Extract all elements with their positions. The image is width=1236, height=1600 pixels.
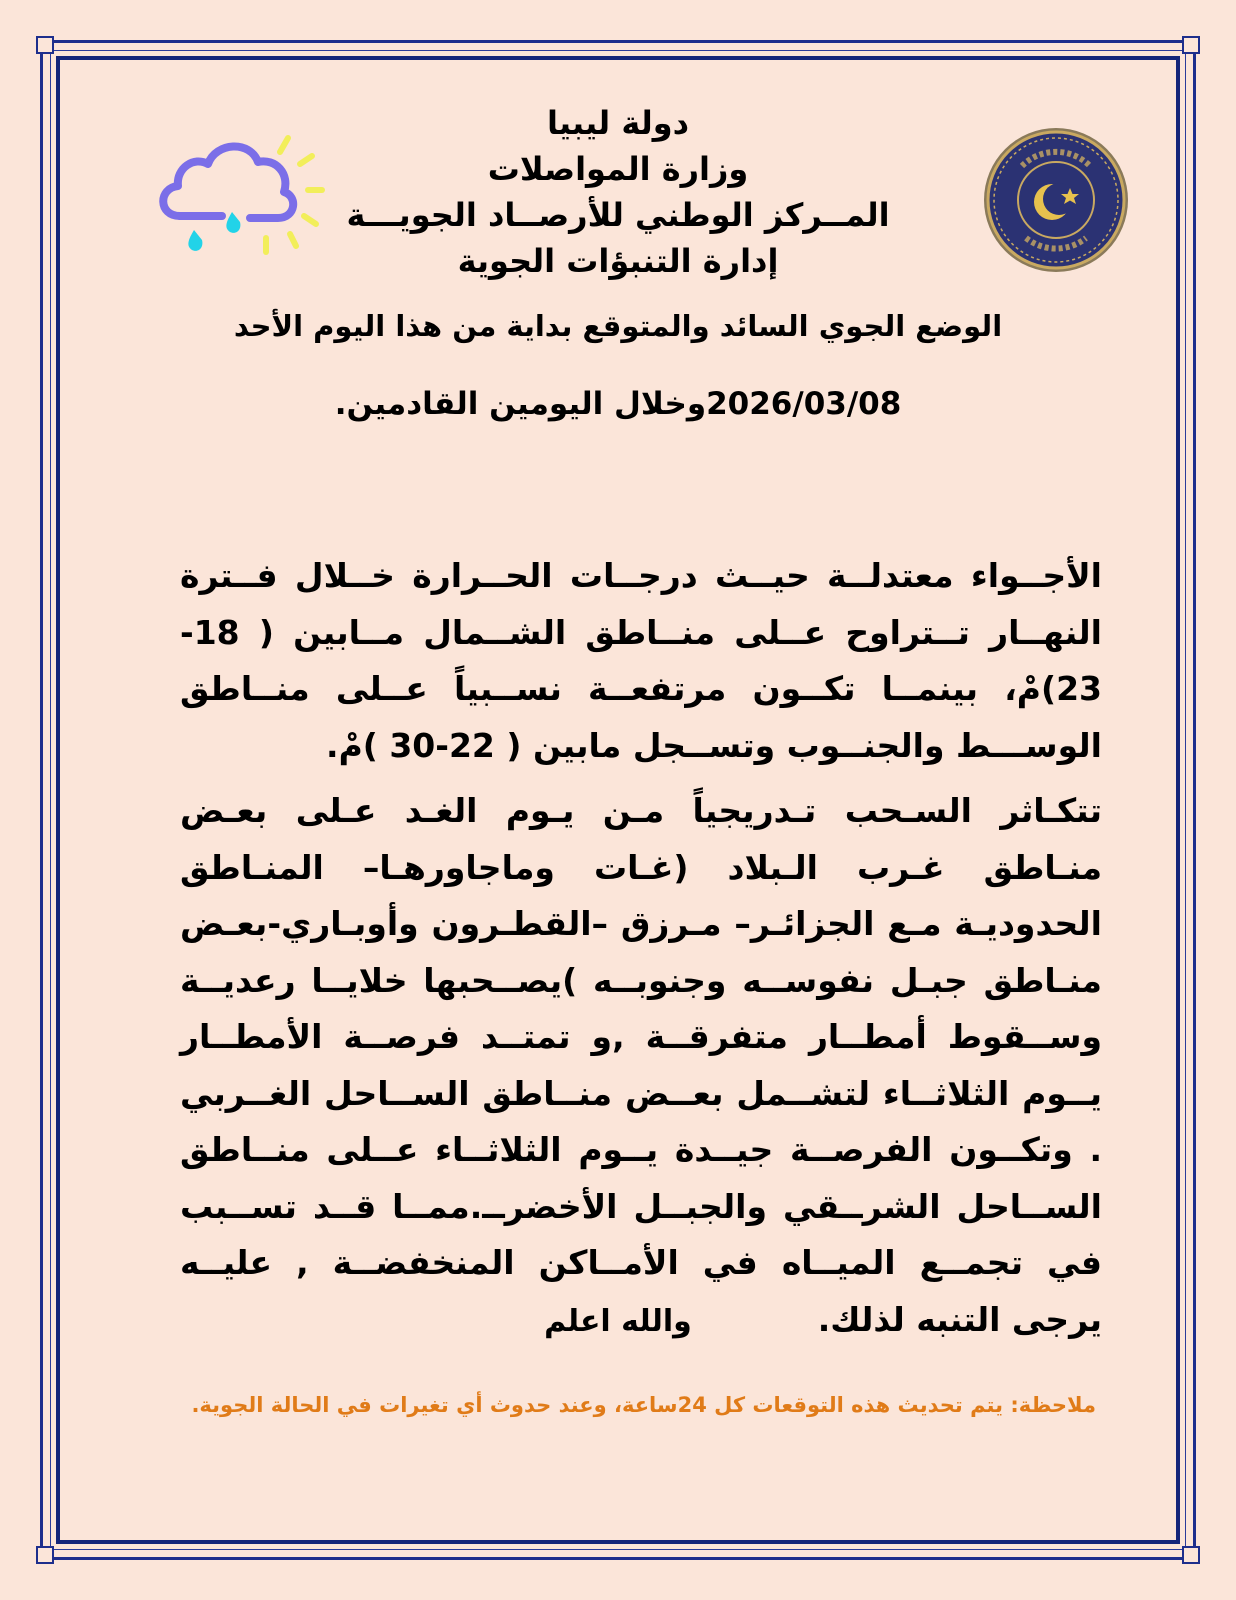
corner-ornament (1182, 36, 1200, 54)
center-name: المــركز الوطني للأرصــاد الجويـــة (346, 196, 890, 234)
forecast-subtitle: الوضع الجوي السائد والمتوقع بداية من هذا اليوم الأحد (233, 309, 1003, 343)
update-note: ملاحظة: يتم تحديث هذه التوقعات كل 24ساعة، وعند حدوث أي تغيرات في الحالة الجوية. (191, 1393, 1096, 1417)
ministry-name: وزارة المواصلات (487, 150, 749, 188)
department-name: إدارة التنبؤات الجوية (457, 242, 779, 280)
ministry-seal-logo (982, 126, 1130, 274)
header (300, 100, 936, 284)
corner-ornament (36, 36, 54, 54)
closing-text: والله اعلم (544, 1304, 692, 1339)
clouds-rain-paragraph: تتكـاثر السـحب تـدريجياً مـن يـوم الغـد عـلى بعـض منـاطق غـرب الـبلاد (غـات وماجاورهـا– المنـاطق الحدوديـة مـع الجزائـر– مـرزق –القطـرون وأوبـاري-بعـض منـاطق جبـل نفوســه وجنوبــه )يصــحبها خلايــا رعديــة وســقوط أمطــار متفرقــة ,و تمتــد فرصــة الأمطــار يــوم الثلاثــاء لتشــمل بعــض منــاطق الســاحل الغــربي . وتكــون الفرصــة جيــدة يــوم الثلاثــاء عــلى منــاطق الســاحل الشرــقي والجبــل الأخضرــ.ممــا قــد تســبب في تجمــع الميــاه في الأمــاكن المنخفضــة , عليــه يرجى التنبه لذلك. (180, 791, 1102, 1339)
country-name: دولة ليبيا (546, 104, 690, 142)
corner-ornament (1182, 1546, 1200, 1564)
temperature-paragraph: الأجــواء معتدلــة حيــث درجــات الحــرارة خــلال فــترة النهــار تــتراوح عــلى منــاطق الشــمال مــابين ( 18-23)مْ، بينمــا تكــون مرتفعــة نســبياً عــلى منــاطق الوســـط والجنــوب وتســجل مابين ( 22-30 )مْ. (180, 556, 1102, 765)
corner-ornament (36, 1546, 54, 1564)
forecast-date-line: 2026/03/08وخلال اليومين القادمين. (334, 386, 902, 422)
